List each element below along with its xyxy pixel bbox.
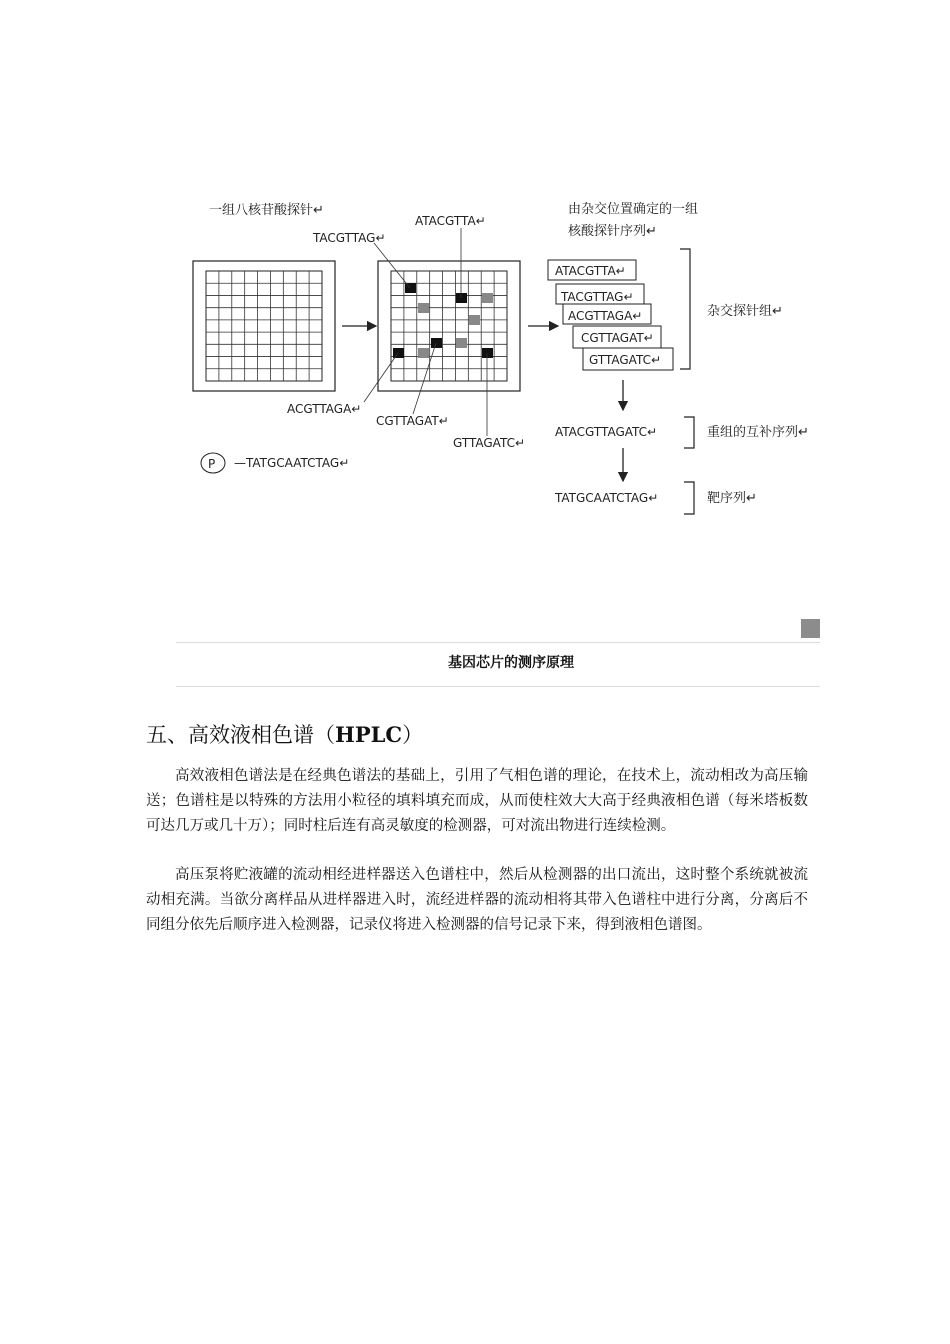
empty-chip — [193, 261, 335, 391]
left-group-label: 一组八核苷酸探针↵ — [209, 203, 324, 218]
right-header-line1: 由杂交位置确定的一组 — [568, 202, 699, 217]
stack-probe: GTTAGATC↵ — [589, 353, 662, 367]
phosphate-marker-label: P — [208, 457, 216, 471]
probe-label-gttagatc: GTTAGATC↵ — [453, 436, 526, 450]
probe-stack — [548, 260, 673, 370]
stack-probe: TACGTTAG↵ — [561, 290, 634, 304]
figure-caption: 基因芯片的测序原理 — [448, 655, 574, 671]
section-title-suffix: ） — [402, 723, 424, 747]
target-bracket — [684, 482, 694, 514]
stack-probe: ACGTTAGA↵ — [568, 309, 643, 323]
stack-probe: ATACGTTA↵ — [555, 264, 626, 278]
gene-chip-sequencing-diagram — [0, 0, 950, 600]
hybridized-chip — [378, 261, 520, 391]
paragraph: 高效液相色谱法是在经典色谱法的基础上，引用了气相色谱的理论，在技术上，流动相改为高压输送；色谱柱是以特殊的方法用小粒径的填料填充而成，从而使柱效大大高于经典液相色谱（每米塔板数可达几万或几十万）；同时柱后连有高灵敏度的检测器，可对流出物进行连续检测。 — [146, 768, 808, 834]
probe-label-cgttagat: CGTTAGAT↵ — [376, 414, 449, 428]
section-title-prefix: 五、高效液相色谱（ — [146, 723, 335, 747]
section-title-bold: HPLC — [335, 722, 403, 747]
stack-probe: CGTTAGAT↵ — [581, 331, 654, 345]
paragraph: 高压泵将贮液罐的流动相经进样器送入色谱柱中，然后从检测器的出口流出，这时整个系统就被流动相充满。当欲分离样品从进样器进入时，流经进样器的流动相将其带入色谱柱中进行分离，分离后不同组分依先后顺序进入检测器，记录仪将进入检测器的信号记录下来，得到液相色谱图。 — [146, 867, 808, 933]
target-sequence: TATGCAATCTAG↵ — [555, 491, 659, 505]
probe-label-tacgttag: TACGTTAG↵ — [313, 231, 386, 245]
target-with-phosphate: —TATGCAATCTAG↵ — [234, 456, 350, 470]
recombined-bracket — [684, 417, 694, 448]
right-header-line2: 核酸探针序列↵ — [568, 224, 657, 239]
target-label: 靶序列↵ — [707, 491, 757, 506]
figure-marker — [801, 619, 820, 638]
hybrid-bracket — [680, 249, 690, 369]
section-heading — [146, 719, 423, 749]
recombined-label: 重组的互补序列↵ — [707, 425, 809, 440]
hybrid-group-label: 杂交探针组↵ — [707, 304, 783, 319]
recombined-sequence: ATACGTTAGATC↵ — [555, 425, 658, 439]
probe-label-acgttaga: ACGTTAGA↵ — [287, 402, 362, 416]
divider-bottom — [176, 686, 820, 687]
probe-label-atacgtta: ATACGTTA↵ — [415, 214, 486, 228]
divider-top — [176, 642, 820, 643]
